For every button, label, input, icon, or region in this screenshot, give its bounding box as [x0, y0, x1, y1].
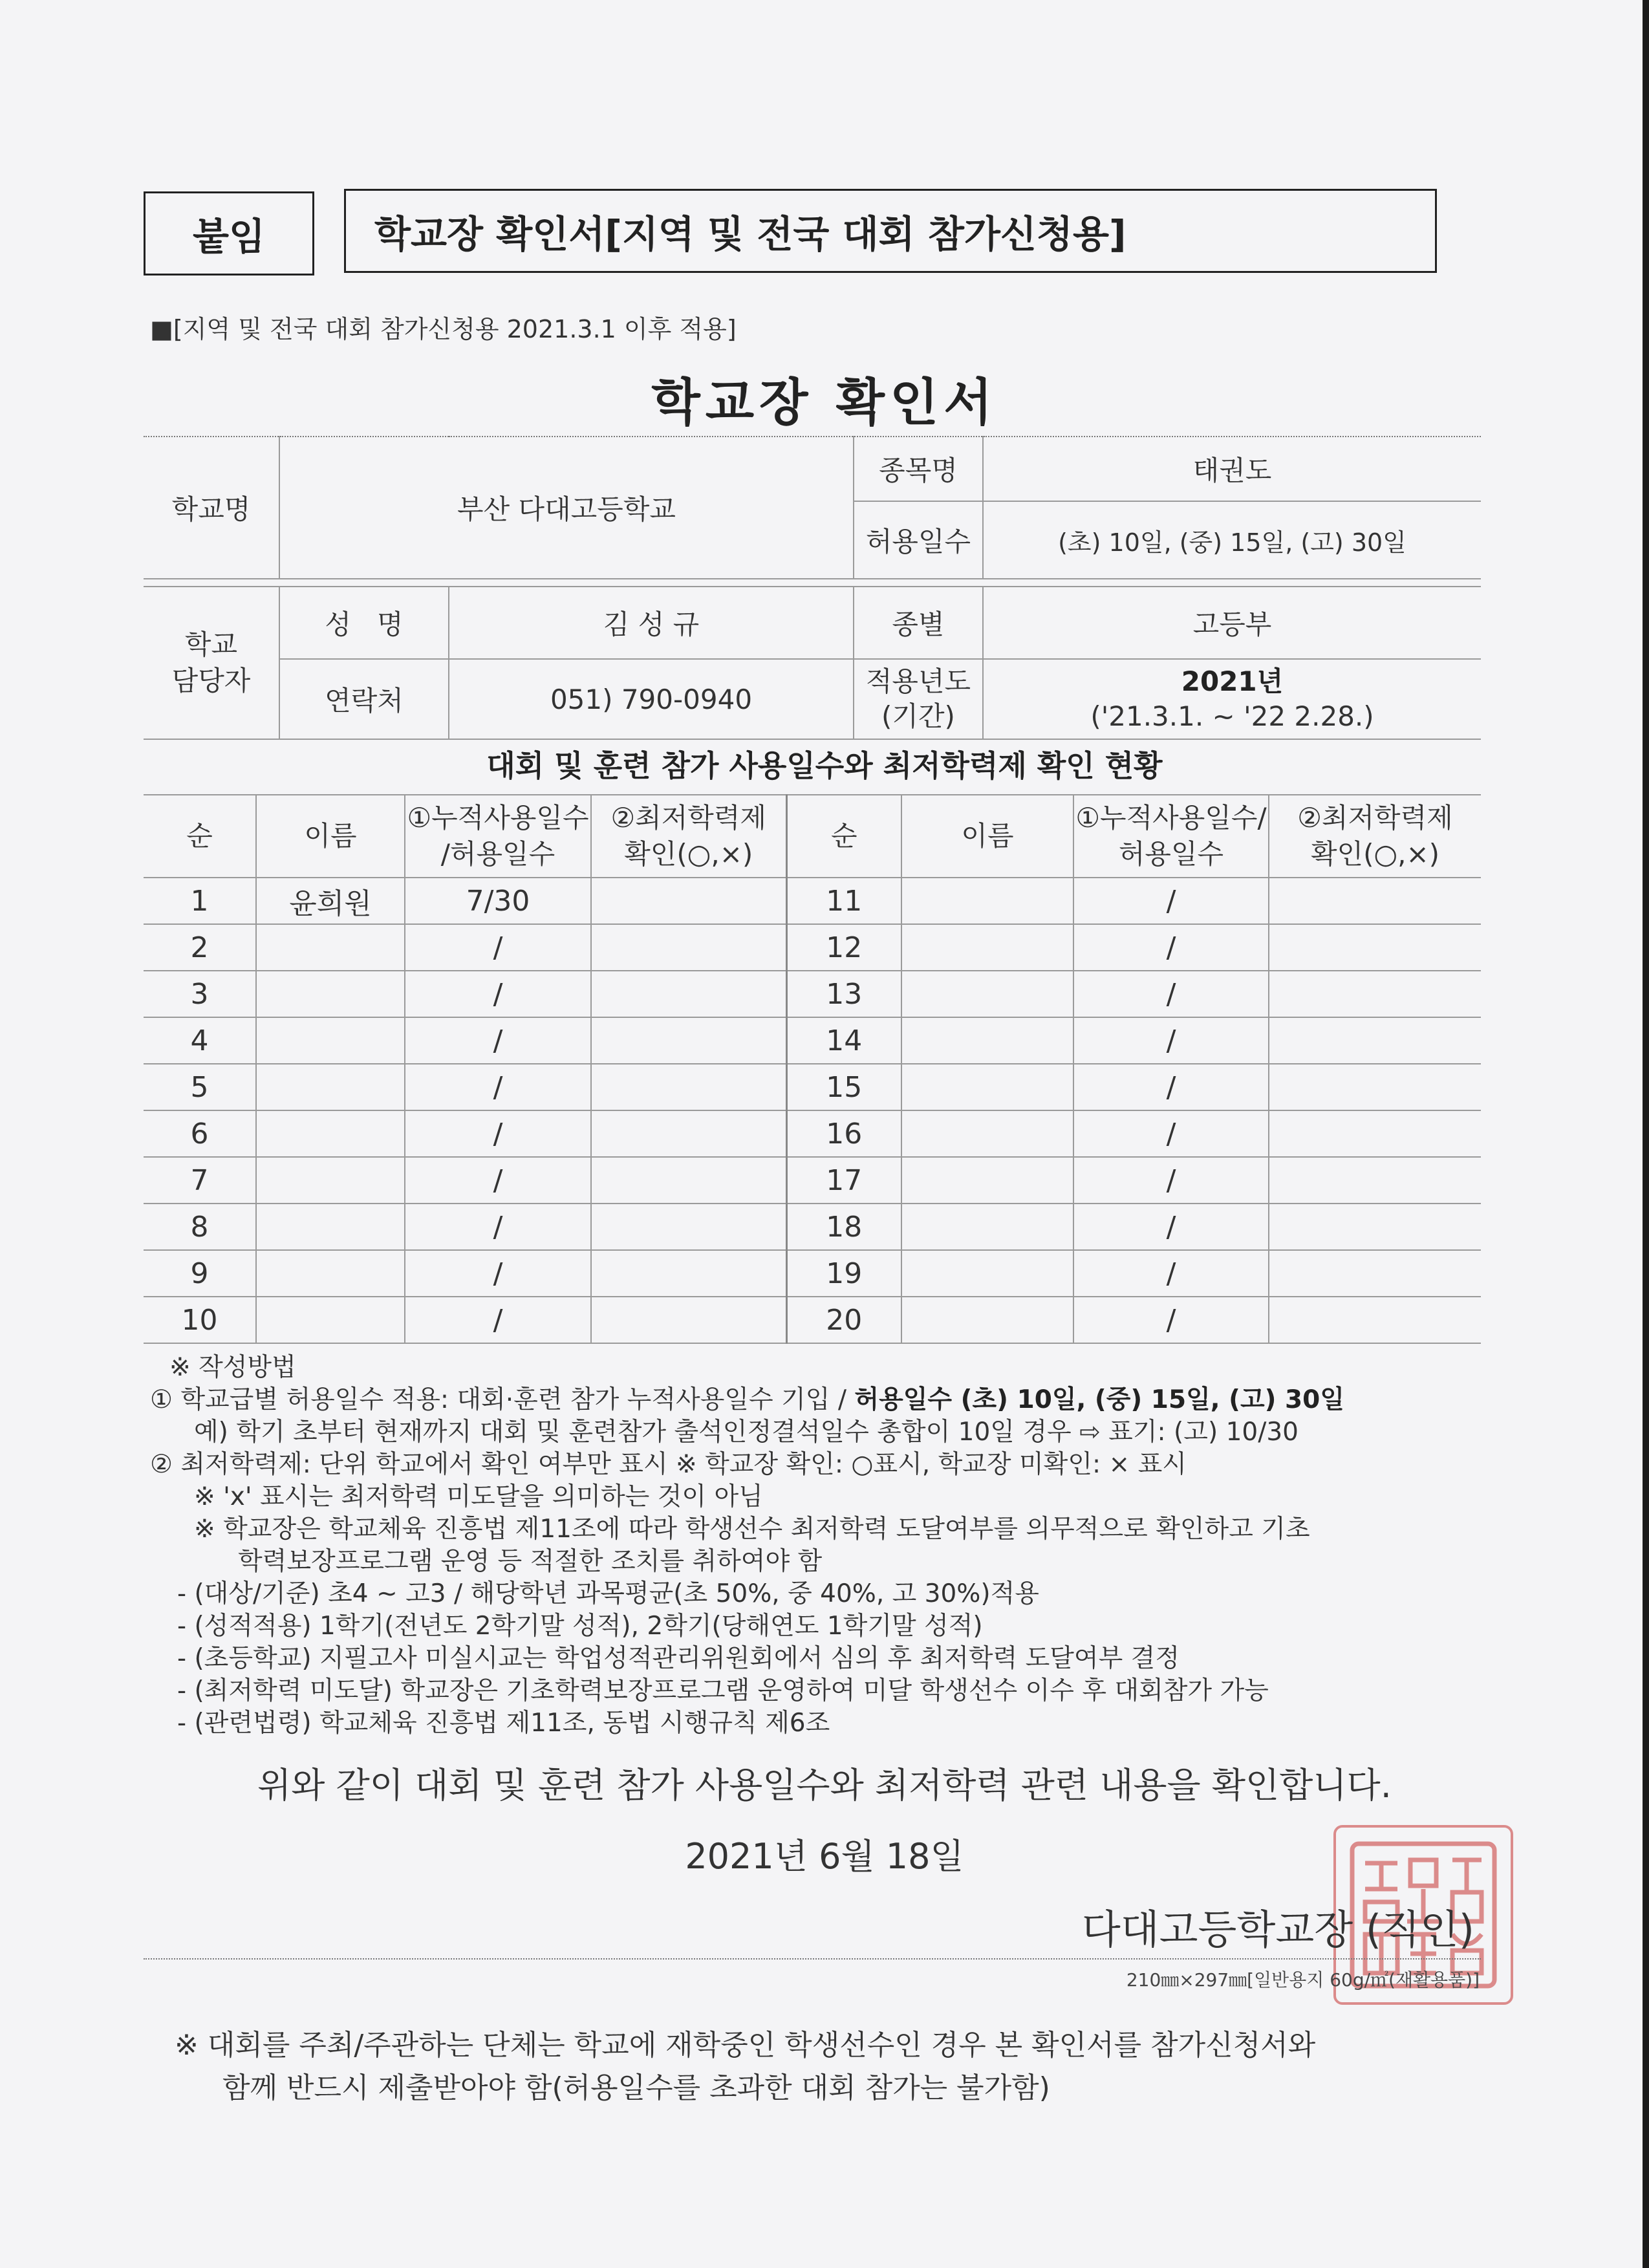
- year-label: 적용년도 (기간): [854, 659, 983, 739]
- row-number: 13: [786, 971, 901, 1017]
- min-academic-check: [591, 1157, 786, 1204]
- athlete-name: [256, 1064, 405, 1110]
- min-academic-check: [591, 1017, 786, 1064]
- participant-rows: [144, 878, 1481, 1343]
- used-days: /: [1073, 1017, 1269, 1064]
- contact-value: 051) 790-0940: [449, 659, 854, 739]
- col-no-left: 순: [144, 795, 256, 878]
- page-title: 학교장 확인서: [651, 374, 998, 432]
- table-row: [144, 971, 1481, 1017]
- confirmation-statement: 위와 같이 대회 및 훈련 참가 사용일수와 최저학력 관련 내용을 확인합니다.: [257, 1765, 1392, 1806]
- manager-label: 학교 담당자: [144, 587, 279, 739]
- min-academic-check: [1269, 1157, 1481, 1204]
- athlete-name: [901, 1017, 1073, 1064]
- athlete-name: [256, 1157, 405, 1204]
- participant-table: [144, 794, 1481, 1344]
- table-row: [144, 1017, 1481, 1064]
- issue-date: 2021년 6월 18일: [685, 1836, 964, 1877]
- period-text: ('21.3.1. ~ '22 2.28.): [1090, 700, 1374, 732]
- table-row: [144, 1064, 1481, 1110]
- col-no-right: 순: [786, 795, 901, 878]
- sport-label: 종목명: [854, 437, 983, 501]
- col-check-right: ②최저학력제 확인(○,×): [1269, 795, 1481, 878]
- row-number: 20: [786, 1297, 901, 1343]
- used-days: /: [1073, 1250, 1269, 1297]
- name-label: 성 명: [279, 587, 449, 659]
- instructions: [150, 1352, 1495, 1740]
- used-days: 7/30: [405, 878, 591, 924]
- paper-spec: 210㎜×297㎜[일반용지 60g/㎡(재활용품)]: [1126, 1969, 1480, 1991]
- row-number: 2: [144, 924, 256, 971]
- min-academic-check: [591, 1204, 786, 1250]
- used-days: /: [1073, 1157, 1269, 1204]
- submission-note-line-1: ※ 대회를 주최/주관하는 단체는 학교에 재학중인 학생선수인 경우 본 확인서를 참가신청서와: [175, 2029, 1316, 2062]
- school-label: 학교명: [144, 437, 279, 579]
- athlete-name: [256, 971, 405, 1017]
- min-academic-check: [591, 1250, 786, 1297]
- athlete-name: [901, 1204, 1073, 1250]
- used-days: /: [405, 1297, 591, 1343]
- note-2-sub-2a: ※ 학교장은 학교체육 진흥법 제11조에 따라 학생선수 최저학력 도달여부를 의무적으로 확인하고 기초: [194, 1515, 1310, 1544]
- table-row: [144, 924, 1481, 971]
- used-days: /: [405, 1064, 591, 1110]
- athlete-name: 윤희원: [256, 878, 405, 924]
- used-days: /: [1073, 1204, 1269, 1250]
- row-number: 8: [144, 1204, 256, 1250]
- submission-note-line-2: 함께 반드시 제출받아야 함(허용일수를 초과한 대회 참가는 불가함): [222, 2071, 1050, 2104]
- athlete-name: [256, 1017, 405, 1064]
- table-row: [144, 1110, 1481, 1157]
- used-days: /: [1073, 1110, 1269, 1157]
- table-row: [144, 878, 1481, 924]
- division-label: 종별: [854, 587, 983, 659]
- note-1-example: 예) 학기 초부터 현재까지 대회 및 훈련참가 출석인정결석일수 총합이 10일 경우 ⇨ 표기: (고) 10/30: [194, 1418, 1299, 1447]
- row-number: 10: [144, 1297, 256, 1343]
- athlete-name: [256, 1110, 405, 1157]
- note-2-sub-2b: 학력보장프로그램 운영 등 적절한 조치를 취하여야 함: [238, 1547, 823, 1576]
- used-days: /: [1073, 1064, 1269, 1110]
- manager-name: 김 성 규: [449, 587, 854, 659]
- row-number: 16: [786, 1110, 901, 1157]
- used-days: /: [405, 1017, 591, 1064]
- min-academic-check: [1269, 878, 1481, 924]
- year-value: [983, 659, 1481, 739]
- min-academic-check: [1269, 1204, 1481, 1250]
- row-number: 9: [144, 1250, 256, 1297]
- row-number: 17: [786, 1157, 901, 1204]
- detail-5: - (관련법령) 학교체육 진흥법 제11조, 동법 시행규칙 제6조: [177, 1709, 830, 1738]
- row-number: 14: [786, 1017, 901, 1064]
- section-title: 대회 및 훈련 참가 사용일수와 최저학력제 확인 현황: [486, 748, 1163, 783]
- principal-signature: 다대고등학교장 (직인): [1081, 1906, 1474, 1953]
- min-academic-check: [1269, 1064, 1481, 1110]
- min-academic-check: [1269, 1017, 1481, 1064]
- col-days-right: ①누적사용일수/ 허용일수: [1073, 795, 1269, 878]
- applicability-note: ■[지역 및 전국 대회 참가신청용 2021.3.1 이후 적용]: [150, 315, 737, 343]
- document-header-title: 학교장 확인서[지역 및 전국 대회 참가신청용]: [344, 189, 1437, 273]
- athlete-name: [256, 1297, 405, 1343]
- used-days: /: [405, 1250, 591, 1297]
- table-row: [144, 1250, 1481, 1297]
- note-2-sub-1: ※ 'x' 표시는 최저학력 미도달을 의미하는 것이 아님: [194, 1482, 763, 1511]
- min-academic-check: [1269, 1250, 1481, 1297]
- min-academic-check: [591, 1297, 786, 1343]
- sport-value: 태권도: [983, 437, 1481, 501]
- athlete-name: [256, 924, 405, 971]
- detail-1: - (대상/기준) 초4 ~ 고3 / 해당학년 과목평균(초 50%, 중 40%, 고 30%)적용: [177, 1579, 1039, 1608]
- col-days-left: ①누적사용일수 /허용일수: [405, 795, 591, 878]
- col-name-left: 이름: [256, 795, 405, 878]
- instructions-heading: ※ 작성방법: [169, 1353, 296, 1382]
- min-academic-check: [1269, 924, 1481, 971]
- min-academic-check: [591, 878, 786, 924]
- athlete-name: [256, 1250, 405, 1297]
- table-row: [144, 1157, 1481, 1204]
- detail-3: - (초등학교) 지필고사 미실시교는 학업성적관리위원회에서 심의 후 최저학력 도달여부 결정: [177, 1644, 1180, 1673]
- col-check-left: ②최저학력제 확인(○,×): [591, 795, 786, 878]
- athlete-name: [901, 1064, 1073, 1110]
- min-academic-check: [591, 971, 786, 1017]
- athlete-name: [901, 924, 1073, 971]
- athlete-name: [901, 1157, 1073, 1204]
- scan-edge: [1643, 0, 1649, 2268]
- row-number: 6: [144, 1110, 256, 1157]
- row-number: 4: [144, 1017, 256, 1064]
- detail-2: - (성적적용) 1학기(전년도 2학기말 성적), 2학기(당해연도 1학기말 성적): [177, 1612, 983, 1641]
- used-days: /: [405, 1110, 591, 1157]
- min-academic-check: [1269, 971, 1481, 1017]
- row-number: 11: [786, 878, 901, 924]
- athlete-name: [901, 1297, 1073, 1343]
- min-academic-check: [591, 1064, 786, 1110]
- submission-note: [175, 2024, 1315, 2110]
- used-days: /: [405, 1204, 591, 1250]
- contact-label: 연락처: [279, 659, 449, 739]
- used-days: /: [405, 971, 591, 1017]
- note-1: ① 학교급별 허용일수 적용: 대회·훈련 참가 누적사용일수 기입 / 허용일수 (초) 10일, (중) 15일, (고) 30일: [150, 1385, 1344, 1414]
- allowed-days-value: (초) 10일, (중) 15일, (고) 30일: [983, 501, 1481, 579]
- school-info-table: [144, 436, 1481, 740]
- used-days: /: [1073, 924, 1269, 971]
- row-number: 7: [144, 1157, 256, 1204]
- row-number: 1: [144, 878, 256, 924]
- row-number: 18: [786, 1204, 901, 1250]
- athlete-name: [901, 878, 1073, 924]
- row-number: 12: [786, 924, 901, 971]
- min-academic-check: [1269, 1297, 1481, 1343]
- row-number: 19: [786, 1250, 901, 1297]
- athlete-name: [901, 971, 1073, 1017]
- detail-4: - (최저학력 미도달) 학교장은 기초학력보장프로그램 운영하여 미달 학생선수 이수 후 대회참가 가능: [177, 1676, 1269, 1705]
- attachment-tag: 붙임: [144, 191, 314, 275]
- min-academic-check: [1269, 1110, 1481, 1157]
- athlete-name: [901, 1110, 1073, 1157]
- table-row: [144, 1204, 1481, 1250]
- used-days: /: [1073, 878, 1269, 924]
- used-days: /: [405, 924, 591, 971]
- row-number: 3: [144, 971, 256, 1017]
- divider: [144, 1958, 1481, 1960]
- min-academic-check: [591, 1110, 786, 1157]
- table-row: [144, 1297, 1481, 1343]
- used-days: /: [1073, 1297, 1269, 1343]
- school-name: 부산 다대고등학교: [279, 437, 854, 579]
- min-academic-check: [591, 924, 786, 971]
- col-name-right: 이름: [901, 795, 1073, 878]
- note-2: ② 최저학력제: 단위 학교에서 확인 여부만 표시 ※ 학교장 확인: ○표시, 학교장 미확인: × 표시: [150, 1450, 1187, 1479]
- allowed-days-label: 허용일수: [854, 501, 983, 579]
- year-text: 2021년: [1181, 665, 1284, 697]
- used-days: /: [1073, 971, 1269, 1017]
- athlete-name: [901, 1250, 1073, 1297]
- row-number: 5: [144, 1064, 256, 1110]
- division-value: 고등부: [983, 587, 1481, 659]
- row-number: 15: [786, 1064, 901, 1110]
- athlete-name: [256, 1204, 405, 1250]
- used-days: /: [405, 1157, 591, 1204]
